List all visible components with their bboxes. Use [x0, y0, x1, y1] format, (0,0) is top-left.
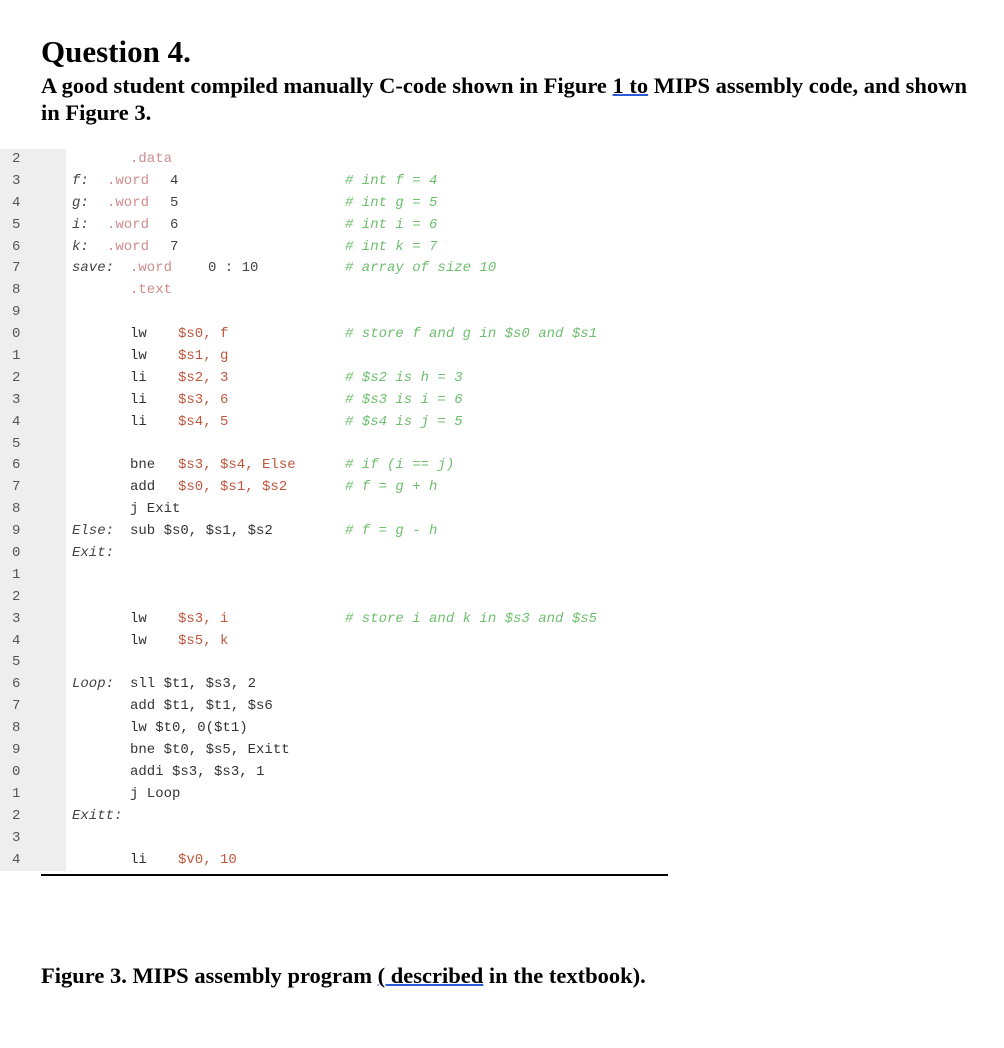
code-line [0, 346, 668, 368]
code-line [0, 280, 668, 302]
code-label: g: [72, 194, 89, 211]
line-number: 1 [0, 346, 66, 368]
code-comment: # int f = 4 [345, 172, 438, 189]
code-line [0, 674, 668, 696]
caption-text-2: in the textbook). [483, 963, 646, 988]
line-number: 5 [0, 652, 66, 674]
line-number: 2 [0, 806, 66, 828]
line-number: 9 [0, 740, 66, 762]
caption-text-1: Figure 3. MIPS assembly program [41, 963, 378, 988]
code-line [0, 434, 668, 456]
code-line [0, 631, 668, 653]
code-label: i: [72, 216, 89, 233]
line-number: 0 [0, 762, 66, 784]
code-line [0, 258, 668, 280]
code-line [0, 324, 668, 346]
line-number: 5 [0, 434, 66, 456]
code-comment: # store i and k in $s3 and $s5 [345, 610, 598, 627]
code-line [0, 237, 668, 259]
code-directive: .text [130, 282, 173, 299]
code-instruction: add $t1, $t1, $s6 [130, 698, 273, 715]
code-operands: $s5, k [178, 632, 229, 649]
code-comment: # f = g + h [345, 479, 438, 496]
code-instruction: lw [130, 348, 147, 365]
intro-text-2: MIPS assembly code, and shown in Figure 3. [41, 73, 967, 125]
line-number: 1 [0, 784, 66, 806]
code-word-value: 7 [170, 238, 179, 255]
code-instruction: sub $s0, $s1, $s2 [130, 523, 273, 540]
code-label: k: [72, 238, 89, 255]
code-comment: # int g = 5 [345, 194, 438, 211]
line-number: 8 [0, 280, 66, 302]
code-operands: $s0, $s1, $s2 [178, 479, 288, 496]
code-operands: $s2, 3 [178, 369, 229, 386]
code-word-directive: .word [107, 216, 150, 233]
code-instruction: lw [130, 632, 147, 649]
code-instruction: add [130, 479, 156, 496]
code-word-directive: .word [107, 194, 150, 211]
line-number: 4 [0, 631, 66, 653]
code-line [0, 193, 668, 215]
line-number: 3 [0, 171, 66, 193]
code-line [0, 477, 668, 499]
code-line [0, 806, 668, 828]
code-line [0, 609, 668, 631]
code-label: f: [72, 172, 89, 189]
code-comment: # f = g - h [345, 523, 438, 540]
figure-caption [41, 963, 646, 989]
code-line [0, 587, 668, 609]
code-operands: $s3, $s4, Else [178, 457, 296, 474]
code-bottom-rule [41, 874, 668, 876]
code-line [0, 762, 668, 784]
code-line [0, 149, 668, 171]
code-line [0, 412, 668, 434]
code-instruction: addi $s3, $s3, 1 [130, 763, 265, 780]
code-word-value: 4 [170, 172, 179, 189]
line-number: 5 [0, 215, 66, 237]
code-line [0, 455, 668, 477]
line-number: 7 [0, 258, 66, 280]
code-line [0, 390, 668, 412]
code-line [0, 740, 668, 762]
code-comment: # if (i == j) [345, 457, 455, 474]
line-number: 6 [0, 674, 66, 696]
code-instruction: li [130, 369, 147, 386]
question-intro [41, 72, 981, 126]
code-instruction: li [130, 413, 147, 430]
code-line [0, 499, 668, 521]
line-number: 0 [0, 324, 66, 346]
code-comment: # store f and g in $s0 and $s1 [345, 326, 598, 343]
code-instruction: j Loop [130, 785, 181, 802]
intro-text-1: A good student compiled manually C-code shown in Figure [41, 73, 613, 98]
code-instruction: li [130, 391, 147, 408]
line-number: 2 [0, 149, 66, 171]
code-label: save: [72, 260, 115, 277]
code-line [0, 171, 668, 193]
code-line [0, 718, 668, 740]
code-line [0, 652, 668, 674]
line-number: 9 [0, 302, 66, 324]
line-number: 7 [0, 477, 66, 499]
code-word-value: 5 [170, 194, 179, 211]
code-operands: $s3, 6 [178, 391, 229, 408]
code-line [0, 850, 668, 872]
code-instruction: lw [130, 326, 147, 343]
code-comment: # $s3 is i = 6 [345, 391, 463, 408]
line-number: 3 [0, 828, 66, 850]
line-number: 0 [0, 543, 66, 565]
line-number: 2 [0, 587, 66, 609]
line-number: 3 [0, 609, 66, 631]
code-operands: $s0, f [178, 326, 229, 343]
code-word-directive: .word [130, 260, 173, 277]
line-number: 6 [0, 237, 66, 259]
code-word-value: 6 [170, 216, 179, 233]
code-instruction: bne $t0, $s5, Exitt [130, 742, 290, 759]
line-number: 2 [0, 368, 66, 390]
code-operands: $s4, 5 [178, 413, 229, 430]
code-operands: $s1, g [178, 348, 229, 365]
line-number: 7 [0, 696, 66, 718]
code-listing [0, 149, 668, 871]
code-operands: $s3, i [178, 610, 229, 627]
code-instruction: j Exit [130, 501, 181, 518]
line-number: 8 [0, 718, 66, 740]
code-line [0, 302, 668, 324]
line-number: 6 [0, 455, 66, 477]
code-instruction: bne [130, 457, 156, 474]
caption-described-link: ( described [377, 963, 484, 988]
line-number: 3 [0, 390, 66, 412]
code-comment: # array of size 10 [345, 260, 497, 277]
code-instruction: sll $t1, $s3, 2 [130, 676, 257, 693]
code-word-value: 0 : 10 [208, 260, 259, 277]
code-line [0, 565, 668, 587]
code-comment: # int k = 7 [345, 238, 438, 255]
code-instruction: lw [130, 610, 147, 627]
code-line [0, 784, 668, 806]
code-line [0, 828, 668, 850]
code-label: Loop: [72, 676, 115, 693]
figure-1-reference: 1 to [612, 73, 649, 98]
code-line [0, 368, 668, 390]
code-instruction: lw $t0, 0($t1) [130, 720, 248, 737]
code-comment: # int i = 6 [345, 216, 438, 233]
line-number: 1 [0, 565, 66, 587]
code-line [0, 696, 668, 718]
line-number: 4 [0, 850, 66, 872]
code-comment: # $s2 is h = 3 [345, 369, 463, 386]
code-operands: $v0, 10 [178, 851, 237, 868]
line-number: 4 [0, 193, 66, 215]
code-line [0, 215, 668, 237]
line-number: 4 [0, 412, 66, 434]
line-number: 8 [0, 499, 66, 521]
code-word-directive: .word [107, 238, 150, 255]
question-title: Question 4. [41, 34, 191, 69]
code-label: Exit: [72, 545, 115, 562]
code-instruction: li [130, 851, 147, 868]
line-number: 9 [0, 521, 66, 543]
code-line [0, 543, 668, 565]
code-label: Exitt: [72, 807, 123, 824]
code-directive: .data [130, 151, 173, 167]
code-line [0, 521, 668, 543]
code-label: Else: [72, 523, 115, 540]
code-word-directive: .word [107, 172, 150, 189]
code-comment: # $s4 is j = 5 [345, 413, 463, 430]
